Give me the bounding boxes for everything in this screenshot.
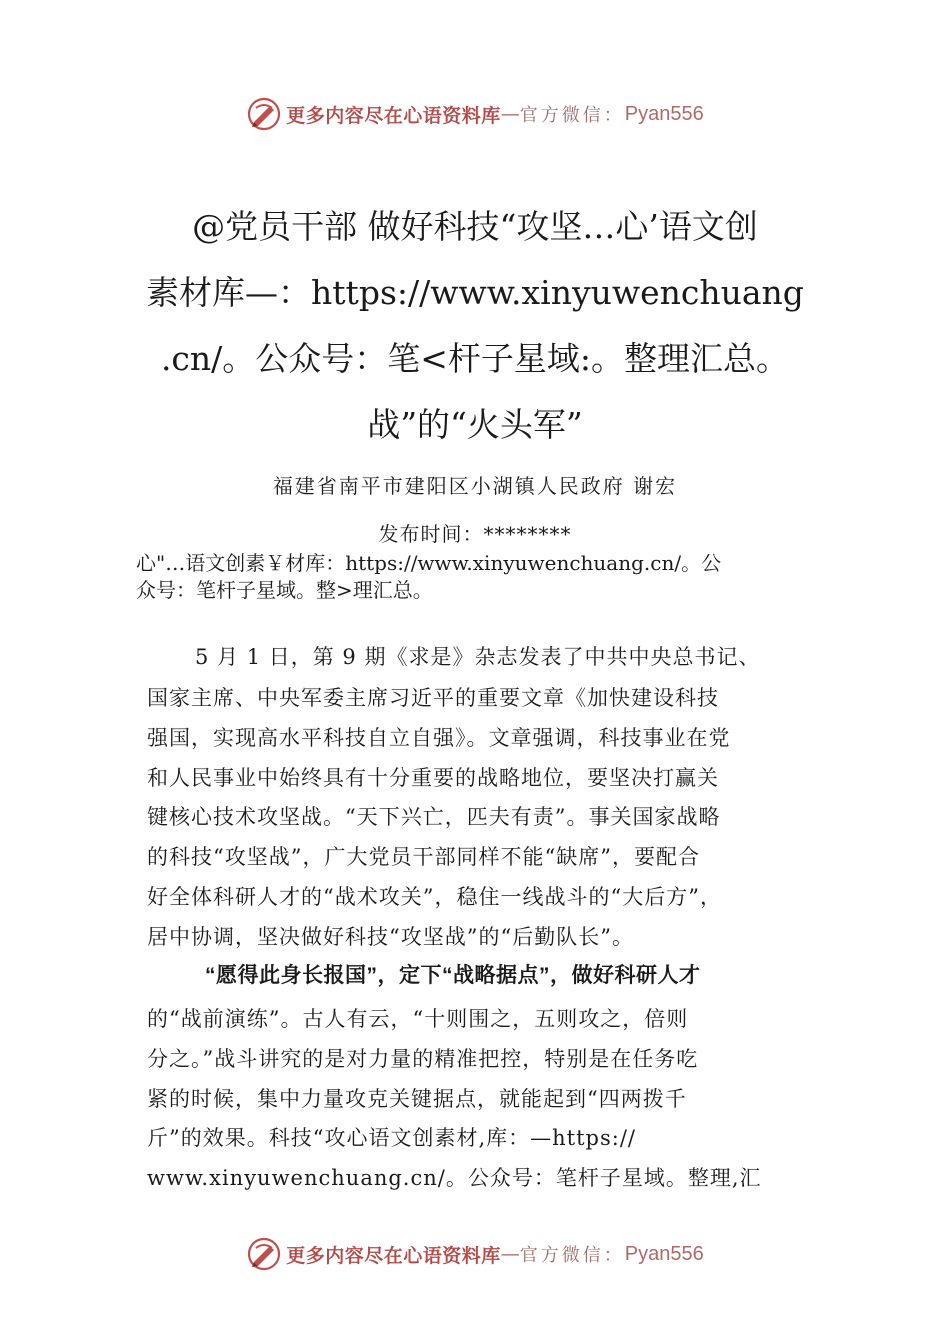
title-line-1: @党员干部 做好科技“攻坚…心’语文创 — [192, 207, 758, 246]
source-note-line-1: 心"…语文创素￥材库：https://www.xinyuwenchuang.cn/。公 — [136, 551, 722, 575]
footer-watermark-banner — [0, 1234, 950, 1274]
banner-separator: — — [500, 103, 520, 125]
paragraph-2-line-1: 的“战前演练”。古人有云，“十则围之，五则攻之，倍则 — [147, 1007, 689, 1031]
paragraph-1-line-2: 国家主席、中央军委主席习近平的重要文章《加快建设科技 — [147, 686, 719, 710]
paragraph-2-line-3: 紧的时候，集中力量攻克关键据点，就能起到“四两拨千 — [147, 1087, 687, 1111]
paragraph-2-line-2: 分之。”战斗讲究的是对力量的精准把控，特别是在任务吃 — [147, 1047, 699, 1071]
publish-time — [0, 518, 950, 547]
banner-wechat-label: 官方微信： — [519, 1245, 625, 1266]
banner-wechat-id: Pyan556 — [624, 102, 704, 125]
author-line: 福建省南平市建阳区小湖镇人民政府 谢宏 — [272, 474, 678, 498]
paragraph-1-line-5: 键核心技术攻坚战。“天下兴亡，匹夫有责”。事关国家战略 — [147, 805, 721, 829]
header-watermark-banner — [0, 94, 950, 134]
paragraph-1-line-1: 5 月 1 日，第 9 期《求是》杂志发表了中共中央总书记、 — [195, 645, 761, 669]
title-line-3: .cn/。公众号：笔<杆子星域:。整理汇总。 — [160, 339, 790, 378]
paragraph-2-line-5: www.xinyuwenchuang.cn/。公众号：笔杆子星域。整理,汇 — [147, 1166, 762, 1190]
paragraph-2-line-4: 斤”的效果。科技“攻心语文创素材,库：—https:// — [147, 1126, 636, 1150]
paragraph-1-line-7: 好全体科研人才的“战术攻关”，稳住一线战斗的“大后方”， — [147, 885, 722, 909]
source-note-line-2: 众号：笔杆子星域。整>理汇总。 — [136, 578, 433, 602]
publish-time-label: 发布时间： — [378, 522, 484, 546]
pen-seal-logo-icon — [246, 96, 282, 132]
paragraph-1-line-6: 的科技“攻坚战”，广大党员干部同样不能“缺席”，要配合 — [147, 845, 700, 869]
paragraph-2-heading: “愿得此身长报国”，定下“战略据点”，做好科研人才 — [205, 964, 701, 987]
banner-title: 更多内容尽在心语资料库 — [286, 104, 501, 127]
paragraph-1-line-4: 和人民事业中始终具有十分重要的战略地位，要坚决打赢关 — [147, 766, 719, 790]
pen-seal-logo-icon — [246, 1236, 282, 1272]
paragraph-1-line-3: 强国，实现高水平科技自立自强》。文章强调，科技事业在党 — [147, 726, 731, 750]
title-line-2: 素材库—：https://www.xinyuwenchuang — [146, 273, 804, 312]
banner-wechat-label: 官方微信： — [519, 105, 625, 126]
banner-wechat-id: Pyan556 — [624, 1242, 704, 1265]
title-line-4: 战”的“火头军” — [367, 405, 583, 444]
publish-time-value: ******** — [483, 522, 572, 546]
paragraph-1-line-8: 居中协调，坚决做好科技“攻坚战”的“后勤队长”。 — [147, 925, 634, 949]
banner-title: 更多内容尽在心语资料库 — [286, 1244, 501, 1267]
banner-separator: — — [500, 1243, 520, 1265]
